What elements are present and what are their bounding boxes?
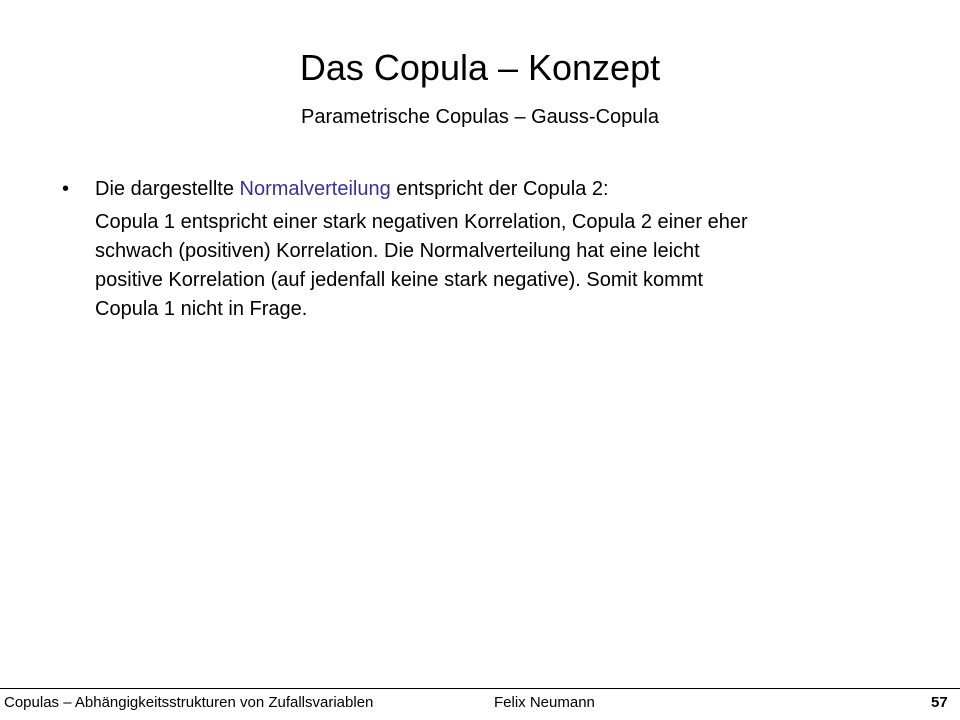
- slide-subtitle: Parametrische Copulas – Gauss-Copula: [301, 106, 659, 128]
- paragraph-line: Copula 1 entspricht einer stark negativen Korrelation, Copula 2 einer eher: [95, 211, 748, 233]
- paragraph-line: Copula 1 nicht in Frage.: [95, 298, 308, 320]
- bullet-marker: •: [62, 178, 70, 200]
- footer-author: Felix Neumann: [494, 694, 595, 711]
- footer-divider: [0, 688, 960, 689]
- bullet-text: [95, 175, 895, 203]
- page-number: 57: [931, 694, 948, 711]
- bullet-text-prefix: Die dargestellte: [95, 178, 240, 200]
- paragraph-line: schwach (positiven) Korrelation. Die Normalverteilung hat eine leicht: [95, 240, 700, 262]
- slide-title: Das Copula – Konzept: [299, 47, 661, 88]
- explanation-paragraph: [95, 208, 815, 324]
- paragraph-line: positive Korrelation (auf jedenfall keine stark negative). Somit kommt: [95, 269, 704, 291]
- footer-course-title: Copulas – Abhängigkeitsstrukturen von Zufallsvariablen: [4, 694, 374, 711]
- highlighted-term: Normalverteilung: [239, 178, 391, 200]
- bullet-text-suffix: entspricht der Copula 2:: [390, 178, 609, 200]
